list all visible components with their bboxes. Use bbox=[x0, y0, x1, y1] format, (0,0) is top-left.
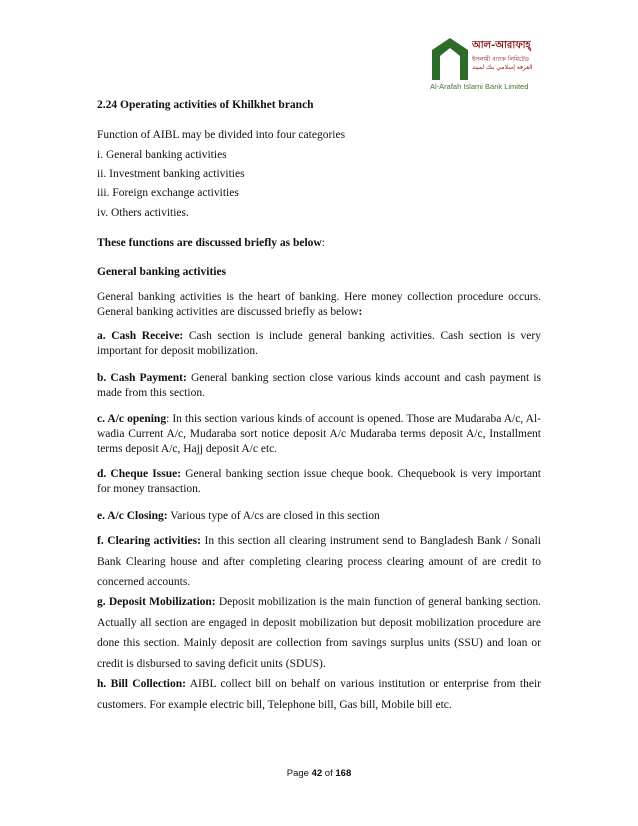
general-banking-text bbox=[97, 290, 541, 320]
item-text: AIBL collect bill on behalf on various institution or enterprise from their customers. For example electric bill, Telephone bill, Gas bill, Mobile bill etc. bbox=[97, 678, 541, 711]
discussed-label: These functions are discussed briefly as below bbox=[97, 237, 322, 249]
item-clearing-activities bbox=[97, 531, 541, 593]
item-label: h. Bill Collection: bbox=[97, 678, 186, 690]
page-word: Page bbox=[286, 768, 309, 779]
discussed-line bbox=[97, 236, 541, 251]
item-text: General banking section issue cheque book. Chequebook is very important for money transaction. bbox=[97, 468, 541, 495]
mosque-arch-icon bbox=[430, 36, 470, 80]
general-text-body: General banking activities is the heart of banking. Here money collection procedure occurs. General banking activities are discussed briefly as below bbox=[97, 291, 541, 318]
category-item-1: i. General banking activities bbox=[97, 149, 227, 161]
general-colon: : bbox=[358, 306, 363, 318]
item-label: a. Cash Receive: bbox=[97, 330, 184, 342]
item-text: Cash section is include general banking activities. Cash section is very important for deposit mobilization. bbox=[97, 330, 541, 357]
page-footer bbox=[0, 768, 638, 779]
intro-text: Function of AIBL may be divided into four categories bbox=[97, 129, 346, 141]
logo-arabic-name: العرفة إسلامي بنك لميتد bbox=[472, 64, 533, 71]
item-text: In this section all clearing instrument send to Bangladesh Bank / Sonali Bank Clearing house and after completing clearing process clearing amount of are credit to concerned accounts. bbox=[97, 535, 541, 588]
item-cheque-issue bbox=[97, 467, 541, 497]
bank-logo bbox=[430, 36, 542, 98]
section-heading: 2.24 Operating activities of Khilkhet branch bbox=[97, 99, 314, 111]
of-word: of bbox=[324, 768, 333, 779]
item-label: d. Cheque Issue: bbox=[97, 468, 182, 480]
item-label: f. Clearing activities: bbox=[97, 535, 201, 547]
page-number: 42 bbox=[311, 768, 323, 779]
item-account-closing bbox=[97, 509, 541, 524]
category-item-3: iii. Foreign exchange activities bbox=[97, 187, 239, 199]
logo-english-name: Al-Arafah Islami Bank Limited bbox=[430, 82, 529, 91]
discussed-colon: : bbox=[321, 237, 325, 249]
logo-bengali-name: আল-আরাফাহ্ bbox=[472, 40, 531, 51]
item-text: : In this section various kinds of account is opened. Those are Mudaraba A/c, Al-wadia Current A/c, Mudaraba sort notice deposit A/c Mudaraba terms deposit A/c, Installment terms deposit A/c, Hajj deposit A/c etc. bbox=[97, 413, 541, 455]
item-label: g. Deposit Mobilization: bbox=[97, 596, 216, 608]
item-cash-payment bbox=[97, 371, 541, 401]
item-text: General banking section close various kinds account and cash payment is made from this section. bbox=[97, 372, 541, 399]
logo-bengali-subtitle: ইসলামী ব্যাংক লিমিটেড bbox=[472, 56, 530, 63]
category-item-2: ii. Investment banking activities bbox=[97, 168, 245, 180]
item-deposit-mobilization bbox=[97, 592, 541, 674]
item-label: b. Cash Payment: bbox=[97, 372, 187, 384]
general-banking-heading: General banking activities bbox=[97, 266, 227, 278]
item-text: Various type of A/cs are closed in this section bbox=[167, 510, 380, 522]
item-text: Deposit mobilization is the main function of general banking section. Actually all section are engaged in deposit mobilization but deposit mobilization procedure are done this section. Mainly deposit are collection from savings surplus units (SSU) and loan or credit is disbursed to saving deficit units (SDUS). bbox=[97, 596, 541, 670]
item-bill-collection bbox=[97, 674, 541, 715]
total-pages: 168 bbox=[335, 768, 352, 779]
item-account-opening bbox=[97, 412, 541, 457]
item-label: c. A/c opening bbox=[97, 413, 167, 425]
category-item-4: iv. Others activities. bbox=[97, 207, 189, 219]
item-cash-receive bbox=[97, 329, 541, 359]
item-label: e. A/c Closing: bbox=[97, 510, 168, 522]
